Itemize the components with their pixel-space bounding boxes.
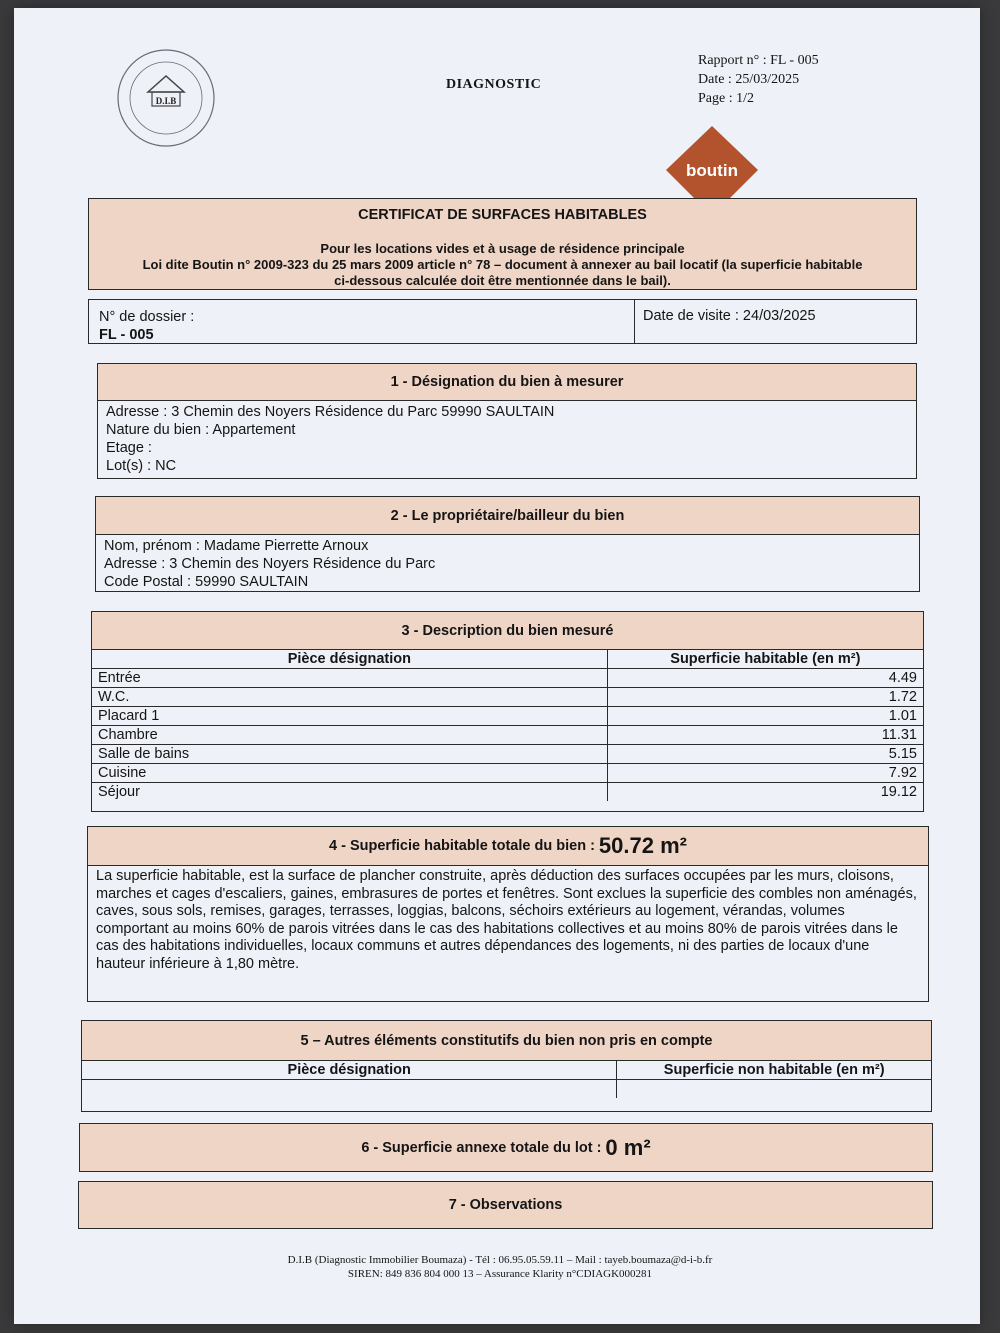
visit-date: Date de visite : 24/03/2025: [643, 308, 816, 324]
table-row: [92, 764, 923, 783]
section-annex-total: [79, 1123, 933, 1172]
table-header-row: [92, 650, 923, 669]
room-name: Placard 1: [92, 707, 607, 726]
empty-cell: [617, 1080, 931, 1099]
section-total-habitable: [87, 826, 929, 1002]
table-row: [92, 707, 923, 726]
property-nature: Nature du bien : Appartement: [106, 422, 296, 438]
room-surface: 19.12: [607, 783, 923, 802]
non-habitable-table: [82, 1061, 931, 1098]
dib-seal-logo: [114, 46, 218, 150]
column-header-piece: Pièce désignation: [82, 1061, 617, 1080]
section-1-content: [98, 401, 916, 477]
rooms-table: [92, 650, 923, 801]
habitable-definition: La superficie habitable, est la surface de plancher construite, après déduction des surfaces occupées par les murs, cloisons, marches et cages d'escaliers, gaines, embrasures de portes et fenêtres. Sont exclues la superficie des combles non aménagés, caves, sous sols, remises, garages, terrasses, loggias, balcons, séchoirs extérieurs au logement, vérandas, volumes comportant au moins 60% de parois vitrées dans le cas des habitations collectives et au moins 80% de parois vitrées dans le cas des habitations individuelles, locaux communs et autres dépendances des logements, ni des parties de locaux d'une hauteur inférieure à 1,80 mètre.: [96, 868, 917, 972]
footer-siren: SIREN: 849 836 804 000 13 – Assurance Klarity n°CDIAGK000281: [347, 1268, 653, 1280]
annex-total-label: 6 - Superficie annexe totale du lot :: [361, 1139, 602, 1156]
dossier-number: [89, 300, 635, 343]
room-name: Chambre: [92, 726, 607, 745]
table-row: [92, 745, 923, 764]
section-designation: [97, 363, 917, 479]
table-row: [92, 688, 923, 707]
table-row: [92, 669, 923, 688]
empty-cell: [82, 1080, 617, 1099]
certificate-subtitle: [89, 241, 916, 289]
room-name: Cuisine: [92, 764, 607, 783]
property-floor: Etage :: [106, 440, 152, 456]
owner-address: Adresse : 3 Chemin des Noyers Résidence du Parc: [104, 556, 436, 572]
certificate-line-2: Loi dite Boutin n° 2009-323 du 25 mars 2009 article n° 78 – document à annexer au bail locatif (la superficie habitable: [142, 257, 863, 272]
certificate-line-1: Pour les locations vides et à usage de résidence principale: [320, 241, 685, 256]
room-name: Entrée: [92, 669, 607, 688]
owner-name: Nom, prénom : Madame Pierrette Arnoux: [104, 538, 369, 554]
section-other-elements: [81, 1020, 932, 1112]
total-habitable-label: 4 - Superficie habitable totale du bien :: [329, 838, 595, 854]
room-surface: 1.72: [607, 688, 923, 707]
table-row: [92, 726, 923, 745]
table-header-row: [82, 1061, 931, 1080]
report-info: [698, 51, 819, 108]
report-date: Date : 25/03/2025: [698, 72, 800, 87]
section-4-title: [88, 827, 928, 866]
svg-text:D.I.B: D.I.B: [155, 96, 177, 106]
section-observations: [78, 1181, 933, 1229]
dossier-value: FL - 005: [99, 327, 154, 343]
footer-contact: D.I.B (Diagnostic Immobilier Boumaza) - Tél : 06.95.05.59.11 – Mail : tayeb.boumaza@d-i-b.fr: [287, 1254, 713, 1266]
column-header-non-habitable: Superficie non habitable (en m²): [617, 1061, 931, 1080]
page-footer: [0, 1253, 1000, 1281]
section-description: [91, 611, 924, 812]
section-5-title: 5 – Autres éléments constitutifs du bien non pris en compte: [82, 1021, 931, 1061]
room-surface: 7.92: [607, 764, 923, 783]
room-name: Séjour: [92, 783, 607, 802]
room-surface: 1.01: [607, 707, 923, 726]
room-name: Salle de bains: [92, 745, 607, 764]
section-3-title: 3 - Description du bien mesuré: [92, 612, 923, 650]
section-2-content: [96, 535, 919, 593]
table-row: [82, 1080, 931, 1099]
report-number: Rapport n° : FL - 005: [698, 53, 819, 68]
dossier-box: [88, 299, 917, 344]
certificate-title: CERTIFICAT DE SURFACES HABITABLES: [358, 207, 647, 223]
section-6-title: [80, 1124, 932, 1171]
section-owner: [95, 496, 920, 592]
page-number: Page : 1/2: [698, 91, 754, 106]
room-name: W.C.: [92, 688, 607, 707]
dossier-label: N° de dossier :: [99, 309, 195, 325]
certificate-header: [88, 198, 917, 290]
column-header-piece: Pièce désignation: [92, 650, 607, 669]
annex-total-value: 0 m²: [605, 1134, 651, 1160]
certificate-line-3: ci-dessous calculée doit être mentionnée dans le bail).: [334, 273, 671, 288]
section-7-title: 7 - Observations: [79, 1182, 932, 1228]
document-title: DIAGNOSTIC: [446, 77, 542, 92]
owner-postal-code: Code Postal : 59990 SAULTAIN: [104, 574, 309, 590]
table-row: [92, 783, 923, 802]
property-address: Adresse : 3 Chemin des Noyers Résidence du Parc 59990 SAULTAIN: [106, 404, 555, 420]
room-surface: 5.15: [607, 745, 923, 764]
property-lots: Lot(s) : NC: [106, 458, 177, 474]
svg-text:boutin: boutin: [686, 161, 738, 180]
column-header-surface: Superficie habitable (en m²): [607, 650, 923, 669]
total-habitable-value: 50.72 m²: [598, 833, 687, 858]
room-surface: 4.49: [607, 669, 923, 688]
room-surface: 11.31: [607, 726, 923, 745]
section-2-title: 2 - Le propriétaire/bailleur du bien: [96, 497, 919, 535]
section-1-title: 1 - Désignation du bien à mesurer: [98, 364, 916, 401]
